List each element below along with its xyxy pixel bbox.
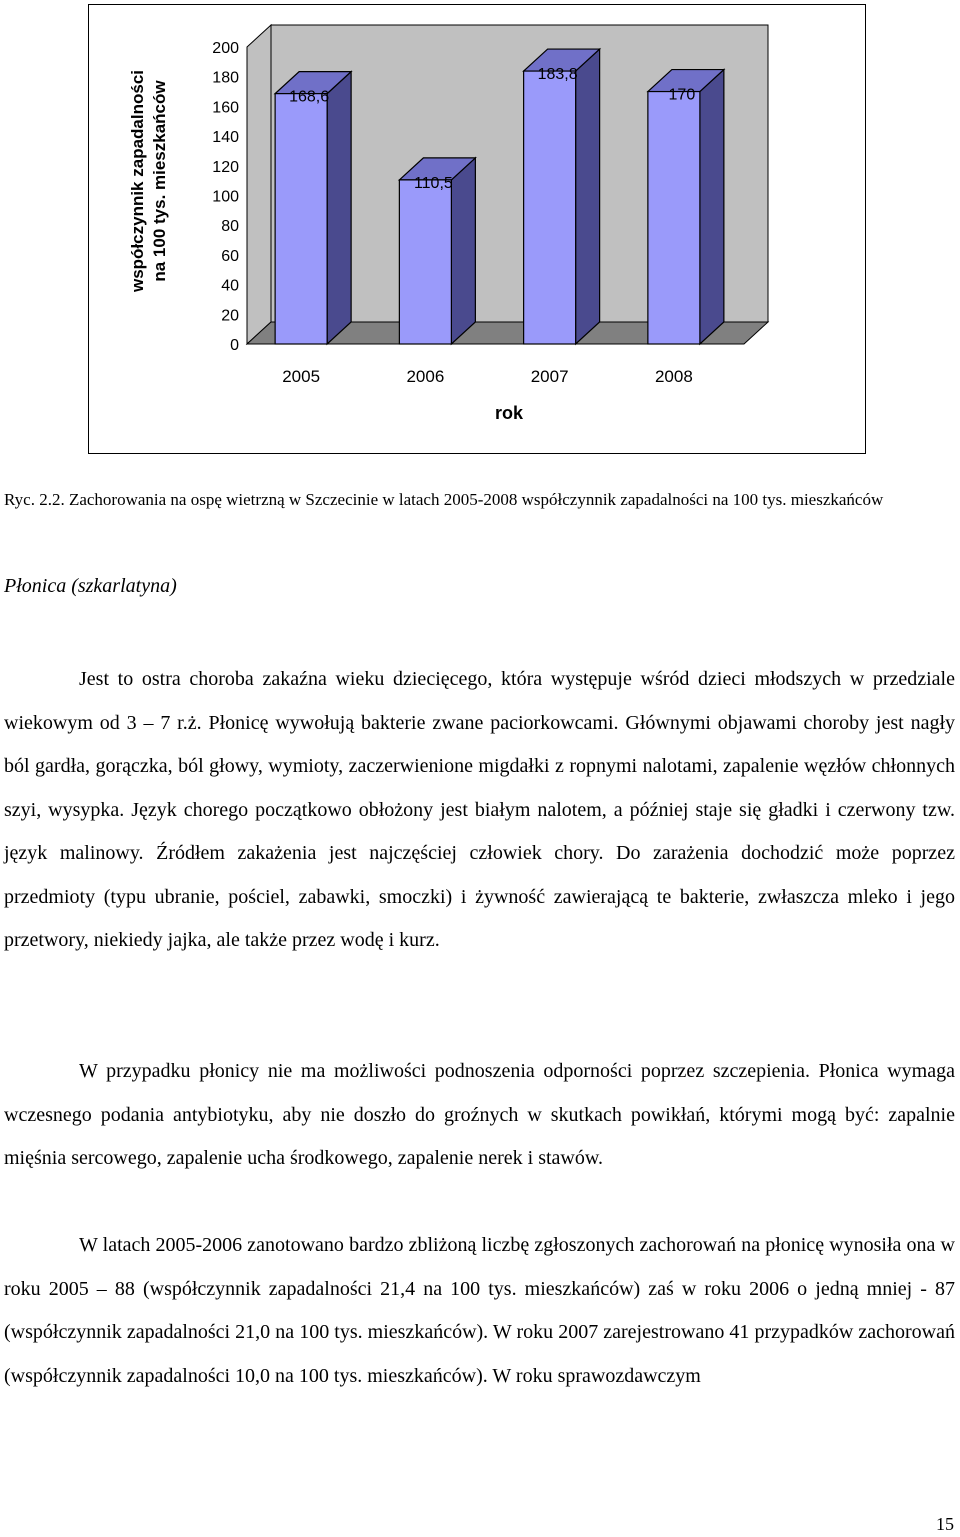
x-tick-label: 2006 xyxy=(406,367,445,386)
chart-y-axis-label-line2: na 100 tys. mieszkańców xyxy=(150,80,169,282)
bar xyxy=(275,94,327,344)
page-number: 15 xyxy=(936,1514,954,1534)
bar-chart xyxy=(89,5,865,453)
section-heading: Płonica (szkarlatyna) xyxy=(4,575,177,597)
x-tick-label: 2005 xyxy=(282,367,321,386)
chart-x-axis-label: rok xyxy=(494,403,524,423)
y-tick-label: 140 xyxy=(212,129,239,147)
bar-side xyxy=(576,49,600,344)
y-tick-label: 200 xyxy=(212,40,239,57)
y-tick-label: 60 xyxy=(221,247,239,265)
bar-side xyxy=(700,70,724,344)
bar-value-label: 170 xyxy=(668,86,696,104)
paragraph: W latach 2005-2006 zanotowano bardzo zbliżoną liczbę zgłoszonych zachorowań na płonicę wynosiła ona w roku 2005 – 88 (współczynnik zapadalności 21,4 na 100 tys. mieszkańców) zaś w roku 2006 o jedną mniej - 87 (współczynnik zapadalności 21,0 na 100 tys. mieszkańców). W roku 2007 zarejestrowano 41 przypadków zachorowań (współczynnik zapadalności 10,0 na 100 tys. mieszkańców). W roku sprawozdawczym xyxy=(4,1234,955,1387)
chart-y-axis-label-line1: współczynnik zapadalności xyxy=(128,69,147,293)
bar-side xyxy=(451,158,475,344)
y-tick-label: 20 xyxy=(221,307,239,325)
y-tick-label: 100 xyxy=(212,188,239,206)
y-tick-label: 0 xyxy=(230,337,239,354)
x-tick-label: 2007 xyxy=(530,367,569,386)
paragraph: Jest to ostra choroba zakaźna wieku dziecięcego, która występuje wśród dzieci młodszych w przedziale wiekowym od 3 – 7 r.ż. Płonicę wywołują bakterie zwane paciorkowcami. Głównymi objawami choroby jest nagły ból gardła, gorączka, ból głowy, wymioty, zaczerwienione migdałki z ropnymi nalotami, zapalenie węzłów chłonnych szyi, wysypka. Język chorego początkowo obłożony jest białym nalotem, a później staje się gładki i czerwony tzw. język malinowy. Źródłem zakażenia jest najczęściej człowiek chory. Do zarażenia dochodzić może poprzez przedmioty (typu ubranie, pościel, zabawki, smoczki) i żywność zawierającą te bakterie, zwłaszcza mleko i jego przetwory, niekiedy jajka, ale także przez wodę i kurz. xyxy=(4,668,955,951)
y-tick-label: 120 xyxy=(212,158,239,176)
bar xyxy=(524,71,576,344)
paragraph: W przypadku płonicy nie ma możliwości podnoszenia odporności poprzez szczepienia. Płonica wymaga wczesnego podania antybiotyku, aby nie doszło do groźnych w skutkach powikłań, którymi mogą być: zapalnie mięśnia sercowego, zapalenie ucha środkowego, zapalenie nerek i stawów. xyxy=(4,1060,955,1169)
y-tick-label: 40 xyxy=(221,277,239,295)
bar-value-label: 168,6 xyxy=(289,88,330,106)
y-tick-label: 180 xyxy=(212,69,239,87)
bar xyxy=(648,92,700,344)
bar-value-label: 183,8 xyxy=(537,66,578,84)
chart-figure xyxy=(88,4,866,454)
bar-side xyxy=(327,72,351,344)
chart-side-wall xyxy=(247,25,271,344)
figure-caption: Ryc. 2.2. Zachorowania na ospę wietrzną w Szczecinie w latach 2005-2008 współczynnik zapadalności na 100 tys. mieszkańców xyxy=(4,490,884,509)
y-tick-label: 80 xyxy=(221,218,239,236)
y-tick-label: 160 xyxy=(212,99,239,117)
x-tick-label: 2008 xyxy=(654,367,693,386)
bar-value-label: 110,5 xyxy=(413,174,453,192)
bar xyxy=(399,180,451,344)
